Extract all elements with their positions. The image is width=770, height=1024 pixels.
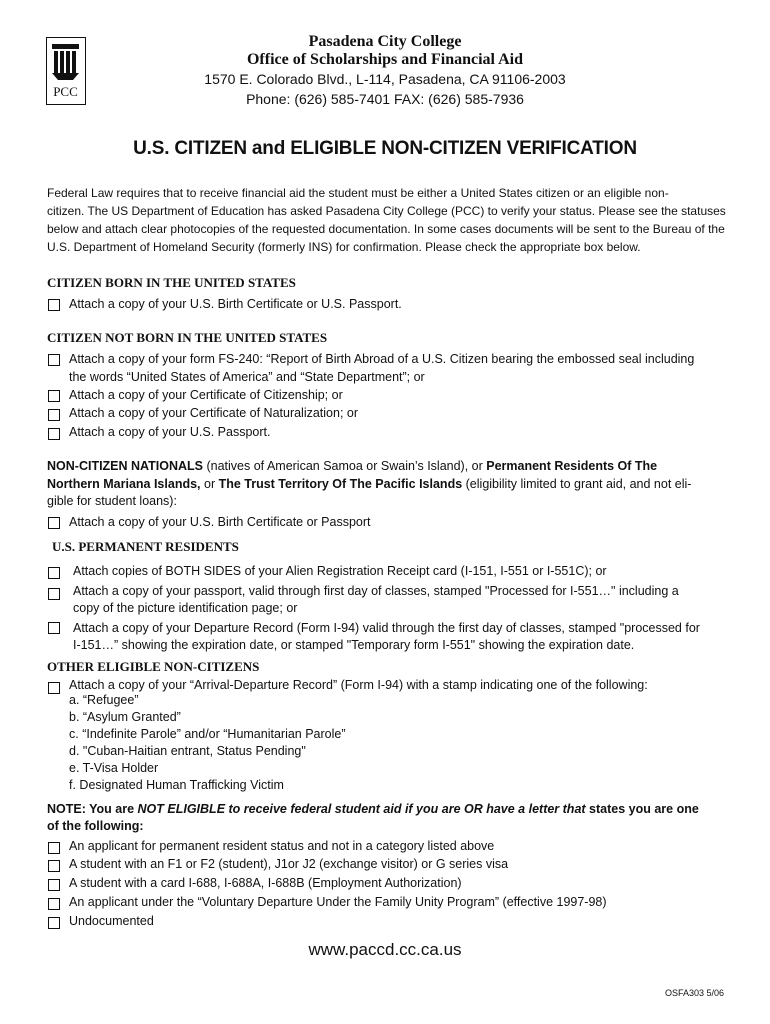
checkbox-us-passport[interactable]: [48, 428, 60, 440]
option-label: An applicant under the “Voluntary Departure Under the Family Unity Program” (effective 1997-98): [69, 895, 607, 909]
bold-term: Permanent Residents Of The: [486, 459, 658, 473]
section-heading-other-eligible: OTHER ELIGIBLE NON-CITIZENS: [47, 659, 260, 674]
section-heading-citizen-not-born-us: CITIZEN NOT BORN IN THE UNITED STATES: [47, 330, 328, 345]
page-title: U.S. CITIZEN and ELIGIBLE NON-CITIZEN VERIFICATION: [133, 138, 637, 159]
list-item: c. “Indefinite Parole” and/or “Humanitarian Parole”: [69, 727, 346, 741]
office-name: Office of Scholarships and Financial Aid: [246, 51, 524, 68]
option-label: Attach a copy of your form FS-240: “Report of Birth Abroad of a U.S. Citizen bearing the embossed seal including: [69, 352, 695, 366]
list-item: f. Designated Human Trafficking Victim: [69, 778, 284, 792]
option-label: A student with an F1 or F2 (student), J1or J2 (exchange visitor) or G series visa: [69, 857, 509, 871]
option-label: Attach a copy of your U.S. Passport.: [69, 425, 271, 439]
checkbox-i688-card[interactable]: [48, 879, 60, 891]
checkbox-passport-i551[interactable]: [48, 588, 60, 600]
intro-paragraph: [47, 184, 727, 256]
bold-term: NON-CITIZEN NATIONALS: [47, 459, 204, 473]
checkbox-undocumented[interactable]: [48, 917, 60, 929]
address: 1570 E. Colorado Blvd., L-114, Pasadena, CA 91106-2003: [204, 71, 566, 87]
note-text-cont: of the following:: [47, 819, 144, 833]
section-text: gible for student loans):: [47, 494, 177, 508]
section-heading-non-citizen-nationals: NON-CITIZEN NATIONALS (natives of American Samoa or Swain’s Island), or Permanent Residents Of The: [47, 459, 658, 473]
option-label: A student with a card I-688, I-688A, I-688B (Employment Authorization): [69, 876, 462, 890]
logo-text: PCC: [53, 84, 78, 99]
checkbox-birth-certificate[interactable]: [48, 299, 60, 311]
checkbox-permanent-resident-applicant[interactable]: [48, 842, 60, 854]
note-text: NOTE: You are NOT ELIGIBLE to receive federal student aid if you are OR have a letter that states you are one: [47, 802, 699, 816]
section-heading-citizen-born-us: CITIZEN BORN IN THE UNITED STATES: [47, 275, 296, 290]
checkbox-national-birth-certificate[interactable]: [48, 517, 60, 529]
option-label: Attach a copy of your Departure Record (Form I-94) valid through the first day of classes, stamped "processed for: [73, 621, 700, 635]
not-eligible-emphasis: NOT ELIGIBLE to receive federal student aid if you are OR have a letter that: [137, 802, 586, 816]
checkbox-arrival-departure-record[interactable]: [48, 682, 60, 694]
pcc-logo: [46, 37, 86, 105]
bold-term: The Trust Territory Of The Pacific Islands: [218, 477, 463, 491]
option-label: Attach a copy of your Certificate of Naturalization; or: [69, 406, 359, 420]
college-name: Pasadena City College: [308, 33, 462, 50]
list-item: e. T-Visa Holder: [69, 761, 159, 775]
bold-term: Northern Mariana Islands,: [47, 477, 201, 491]
section-text: Northern Mariana Islands, or The Trust Territory Of The Pacific Islands (eligibility limited to grant aid, and not eli-: [47, 477, 692, 491]
website-url: www.paccd.cc.ca.us: [308, 940, 462, 959]
checkbox-naturalization[interactable]: [48, 409, 60, 421]
section-heading-permanent-residents: U.S. PERMANENT RESIDENTS: [52, 539, 239, 554]
checkbox-certificate-citizenship[interactable]: [48, 390, 60, 402]
checkbox-fs240[interactable]: [48, 354, 60, 366]
option-label: Undocumented: [69, 914, 154, 928]
checkbox-f1-j1-g-visa[interactable]: [48, 860, 60, 872]
intro-line: citizen. The US Department of Education has asked Pasadena City College (PCC) to verify your status. Please see the statuses: [47, 204, 726, 218]
checkbox-alien-registration-card[interactable]: [48, 567, 60, 579]
option-label: Attach a copy of your passport, valid through first day of classes, stamped "Processed for I-551…" including a: [73, 584, 679, 598]
list-item: a. “Refugee”: [69, 693, 139, 707]
option-label-cont: the words “United States of America” and “State Department”; or: [69, 370, 425, 384]
checkbox-departure-record[interactable]: [48, 622, 60, 634]
checkbox-voluntary-departure[interactable]: [48, 898, 60, 910]
phone-fax: Phone: (626) 585-7401 FAX: (626) 585-7936: [246, 91, 524, 107]
form-code: OSFA303 5/06: [665, 988, 725, 998]
intro-line: U.S. Department of Homeland Security (formerly INS) for confirmation. Please check the appropriate box below.: [47, 240, 641, 254]
option-label: Attach a copy of your “Arrival-Departure Record” (Form I-94) with a stamp indicating one of the following:: [69, 678, 648, 692]
option-label: An applicant for permanent resident status and not in a category listed above: [69, 839, 495, 853]
option-label: Attach copies of BOTH SIDES of your Alien Registration Receipt card (I-151, I-551 or I-551C); or: [73, 564, 607, 578]
intro-line: Federal Law requires that to receive financial aid the student must be either a United States citizen or an eligible non-: [47, 186, 669, 200]
intro-line: below and attach clear photocopies of the requested documentation. In some cases documents will be sent to the Bureau of the: [47, 222, 725, 236]
option-label: Attach a copy of your U.S. Birth Certificate or Passport: [69, 515, 371, 529]
option-label-cont: I-151…” showing the expiration date, or stamped "Temporary form I-551" showing the expiration date.: [73, 638, 635, 652]
list-item: d. "Cuban-Haitian entrant, Status Pending": [69, 744, 306, 758]
option-label: Attach a copy of your U.S. Birth Certificate or U.S. Passport.: [69, 297, 402, 311]
tower-icon: [47, 40, 84, 84]
option-label: Attach a copy of your Certificate of Citizenship; or: [69, 388, 343, 402]
list-item: b. “Asylum Granted”: [69, 710, 181, 724]
option-label-cont: copy of the picture identification page; or: [73, 601, 298, 615]
